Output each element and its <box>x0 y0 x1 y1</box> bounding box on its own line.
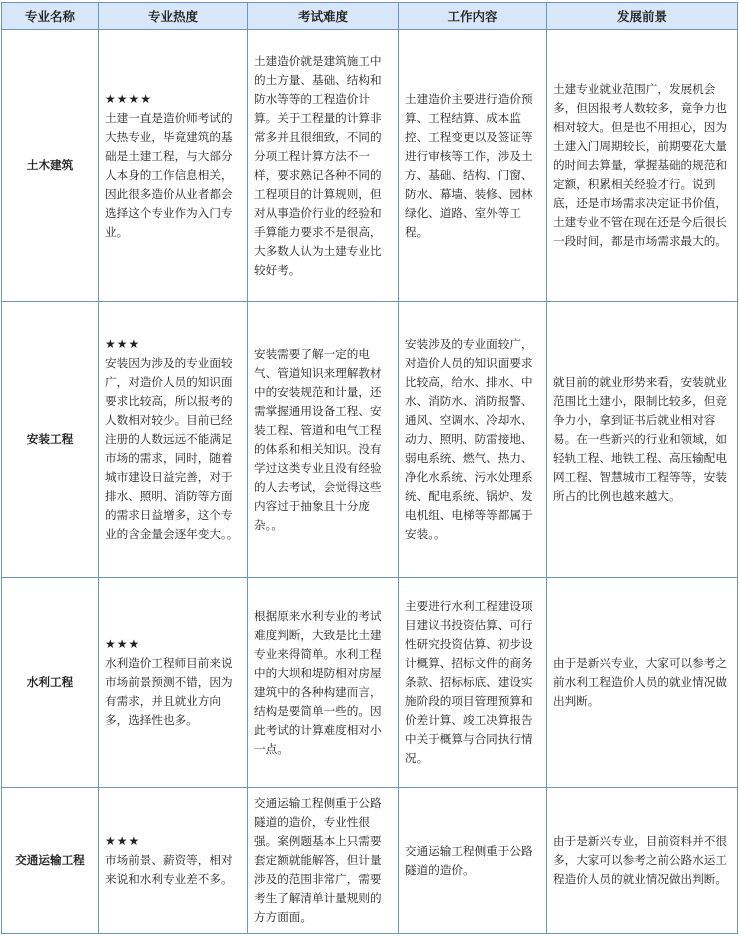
work-cell: 主要进行水利工程建设项目建议书投资估算、可行性研究投资估算、初步设计概算、招标文件的商务条款、招标标底、建设实施阶段的项目管理预算和价差计算、竣工决算报告中关于概算与合同执行情况。 <box>399 578 547 788</box>
header-work-content: 工作内容 <box>399 3 547 30</box>
popularity-cell <box>99 788 248 934</box>
major-name: 水利工程 <box>2 578 99 788</box>
career-comparison-table <box>1 2 738 934</box>
difficulty-cell: 根据原来水利专业的考试难度判断，大致是比土建专业来得简单。水利工程中的大坝和堤防相对房屋建筑中的各种构建而言，结构是要简单一些的。因此考试的计算难度相对小一点。 <box>248 578 399 788</box>
table-row <box>2 788 738 934</box>
work-cell: 土建造价主要进行造价预算、工程结算、成本监控、工程变更以及签证等进行审核等工作，涉及土方、基础、结构、门窗、防水、幕墙、装修、园林绿化、道路、室外等工程。 <box>399 30 547 302</box>
prospect-cell: 就目前的就业形势来看，安装就业范围比土建小，限制比较多，但竞争力小，拿到证书后就业相对容易。在一些新兴的行业和领域，如轻轨工程、地铁工程、高压输配电网工程、智慧城市工程等等，安装所占的比例也越来越大。 <box>547 302 738 578</box>
popularity-text: 安装因为涉及的专业面较广，对造价人员的知识面要求比较高，所以报考的人数相对较少。目前已经注册的人数远远不能满足市场的需求，同时，随着城市建设日益完善，对于排水、照明、消防等方面的需求日益增多，这个专业的含金量会逐年变大。。 <box>105 356 239 541</box>
major-name: 安装工程 <box>2 302 99 578</box>
popularity-cell <box>99 578 248 788</box>
work-cell: 安装涉及的专业面较广，对造价人员的知识面要求比较高，给水、排水、中水、消防水、消防报警、通风、空调水、冷却水、动力、照明、防雷接地、弱电系统、燃气、热力、净化水系统、污水处理系统、配电系统、锅炉、发电机组、电梯等等都属于安装。。 <box>399 302 547 578</box>
prospect-cell: 由于是新兴专业，目前资料并不很多，大家可以参考之前公路水运工程造价人员的就业情况做出判断。 <box>547 788 738 934</box>
popularity-text: 水利造价工程师目前来说市场前景预测不错，因为有需求，并且就业方向多，选择性也多。 <box>105 656 233 727</box>
rating-stars: ★★★ <box>105 834 141 848</box>
work-cell: 交通运输工程侧重于公路隧道的造价。 <box>399 788 547 934</box>
difficulty-cell: 安装需要了解一定的电气、管道知识来理解教材中的安装规范和计量，还需掌握通用设备工程、安装工程、管道和电气工程的体系和相关知识。没有学过这类专业且没有经验的人去考试，会觉得这些内容过于抽象且十分庞杂。。 <box>248 302 399 578</box>
popularity-text: 土建一直是造价师考试的大热专业，毕竟建筑的基础是土建工程，与大部分人本身的工作信息相关，因此很多造价从业者都会选择这个专业作为入门专业。 <box>105 110 233 239</box>
difficulty-cell: 交通运输工程侧重于公路隧道的造价，专业性很强。案例题基本上只需要套定额就能解答，但计量涉及的范围非常广，需要考生了解清单计量规则的方方面面。 <box>248 788 399 934</box>
popularity-cell <box>99 302 248 578</box>
major-name: 土木建筑 <box>2 30 99 302</box>
header-row <box>2 3 738 30</box>
popularity-cell <box>99 30 248 302</box>
rating-stars: ★★★ <box>105 337 141 351</box>
prospect-cell: 由于是新兴专业，大家可以参考之前水利工程造价人员的就业情况做出判断。 <box>547 578 738 788</box>
header-major-name: 专业名称 <box>2 3 99 30</box>
table-row <box>2 578 738 788</box>
difficulty-cell: 土建造价就是建筑施工中的土方量、基础、结构和防水等等的工程造价计算。关于工程量的计算非常多并且很细致，不同的分项工程计算方法不一样，要求熟记各种不同的工程项目的计算规则，但对从事造价行业的经验和手算能力要求不是很高，大多数人认为土建专业比较好考。 <box>248 30 399 302</box>
rating-stars: ★★★ <box>105 637 141 651</box>
table-row <box>2 302 738 578</box>
header-exam-difficulty: 考试难度 <box>248 3 399 30</box>
header-prospects: 发展前景 <box>547 3 738 30</box>
table-row <box>2 30 738 302</box>
rating-stars: ★★★★ <box>105 91 153 106</box>
major-name: 交通运输工程 <box>2 788 99 934</box>
header-popularity: 专业热度 <box>99 3 248 30</box>
popularity-text: 市场前景、薪资等，相对来说和水利专业差不多。 <box>105 853 233 886</box>
prospect-cell: 土建专业就业范围广，发展机会多，但因报考人数较多，竟争力也相对较大。但是也不用担心，因为土建入门周期较长，前期要花大量的时间去算量，掌握基础的规范和定额，积累相关经验才行。说到底，还是市场需求决定证书价值，土建专业不管在现在还是今后很长一段时间，都是市场需求最大的。 <box>547 30 738 302</box>
